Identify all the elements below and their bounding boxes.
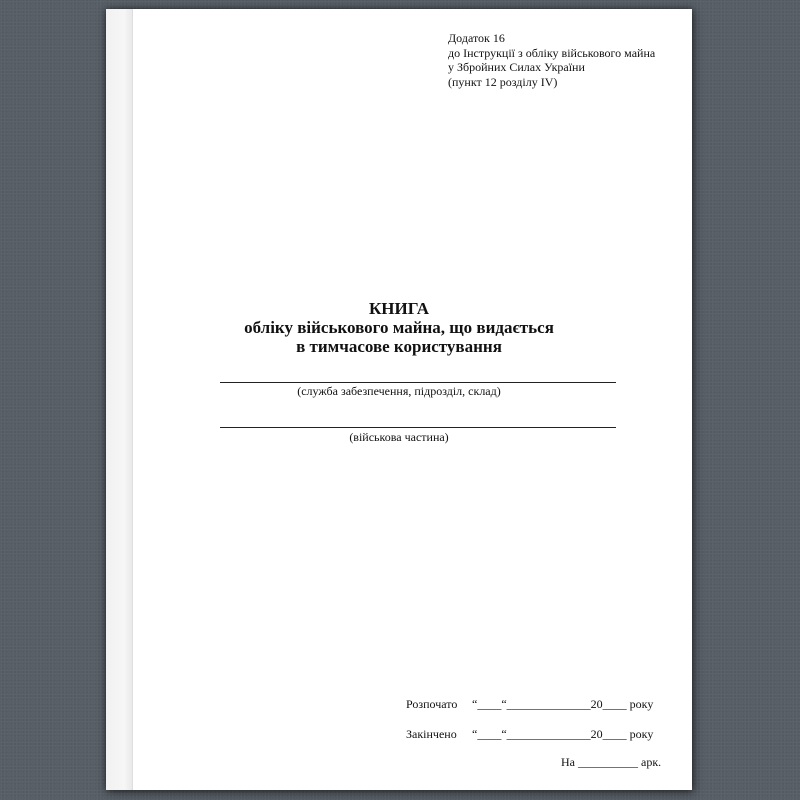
unit-field-caption: (військова частина) — [349, 430, 449, 444]
document-page — [106, 9, 692, 790]
appendix-number: Додаток 16 — [448, 31, 505, 45]
appendix-instruction: до Інструкції з обліку військового майна — [448, 45, 656, 60]
book-title — [106, 299, 692, 356]
binding-strip — [106, 9, 133, 790]
title-subtitle-1: обліку військового майна, що видається — [244, 318, 554, 337]
finished-label: Закінчено — [406, 727, 457, 741]
appendix-clause: (пункт 12 розділу IV) — [448, 74, 558, 89]
started-label: Розпочато — [406, 697, 458, 711]
title-subtitle-2: в тимчасове користування — [296, 337, 502, 356]
finished-date-value: “____“______________20____ року — [472, 727, 654, 741]
started-date-value: “____“______________20____ року — [472, 697, 654, 711]
finished-row — [406, 727, 653, 742]
sheets-count: На __________ арк. — [561, 755, 662, 769]
appendix-forces: у Збройних Силах України — [448, 60, 585, 74]
service-field-caption: (служба забезпечення, підрозділ, склад) — [297, 384, 501, 398]
service-field-line — [220, 382, 616, 383]
title-main: КНИГА — [368, 299, 429, 318]
started-row — [406, 697, 653, 712]
appendix-header — [448, 31, 655, 89]
unit-field-line — [220, 427, 616, 428]
